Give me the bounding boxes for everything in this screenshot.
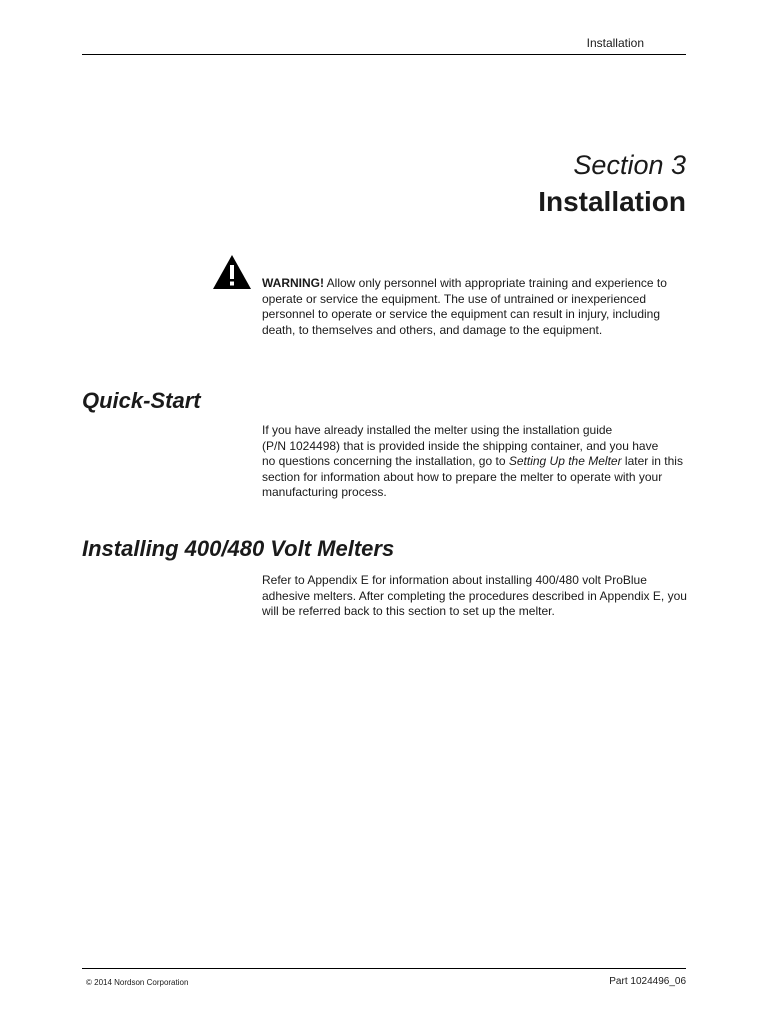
running-header: Installation: [586, 36, 644, 50]
quick-start-line-3b: later in: [621, 454, 661, 468]
installing-heading: Installing 400/480 Volt Melters: [82, 536, 395, 561]
quick-start-paragraph: [262, 423, 692, 501]
warning-label: WARNING!: [262, 276, 324, 290]
section-title: Installation: [538, 186, 686, 217]
warning-paragraph: [262, 276, 692, 338]
part-number: Part 1024496_06: [609, 976, 686, 987]
copyright: © 2014 Nordson Corporation: [86, 978, 189, 987]
installing-text: Refer to Appendix E for information about installing 400/480 volt ProBlue adhesive melters. After completing the procedures described in Appendix E, you will be referred back to this section to set up the melter.: [262, 573, 687, 618]
installing-paragraph: [262, 573, 692, 620]
quick-start-rest: this section for information about how to prepare the melter to operate with your manufacturing process.: [262, 454, 683, 499]
header-rule: [82, 54, 686, 55]
warning-text: Allow only personnel with appropriate training and experience to operate or service the equipment. The use of untrained or inexperienced personnel to operate or service the equipment can result in injury, including death, to themselves and others, and damage to the equipment.: [262, 276, 667, 337]
section-number: Section 3: [573, 150, 686, 180]
quick-start-line-3a: no questions concerning the installation, go to: [262, 454, 509, 468]
quick-start-heading: Quick-Start: [82, 388, 201, 413]
setting-up-melter-reference: Setting Up the Melter: [508, 454, 622, 468]
warning-triangle-icon: [212, 254, 252, 290]
quick-start-line-1: If you have already installed the melter using the installation guide: [262, 423, 613, 437]
footer-rule: [82, 968, 686, 969]
quick-start-line-2: (P/N 1024498) that is provided inside the shipping container, and you have: [262, 438, 659, 453]
